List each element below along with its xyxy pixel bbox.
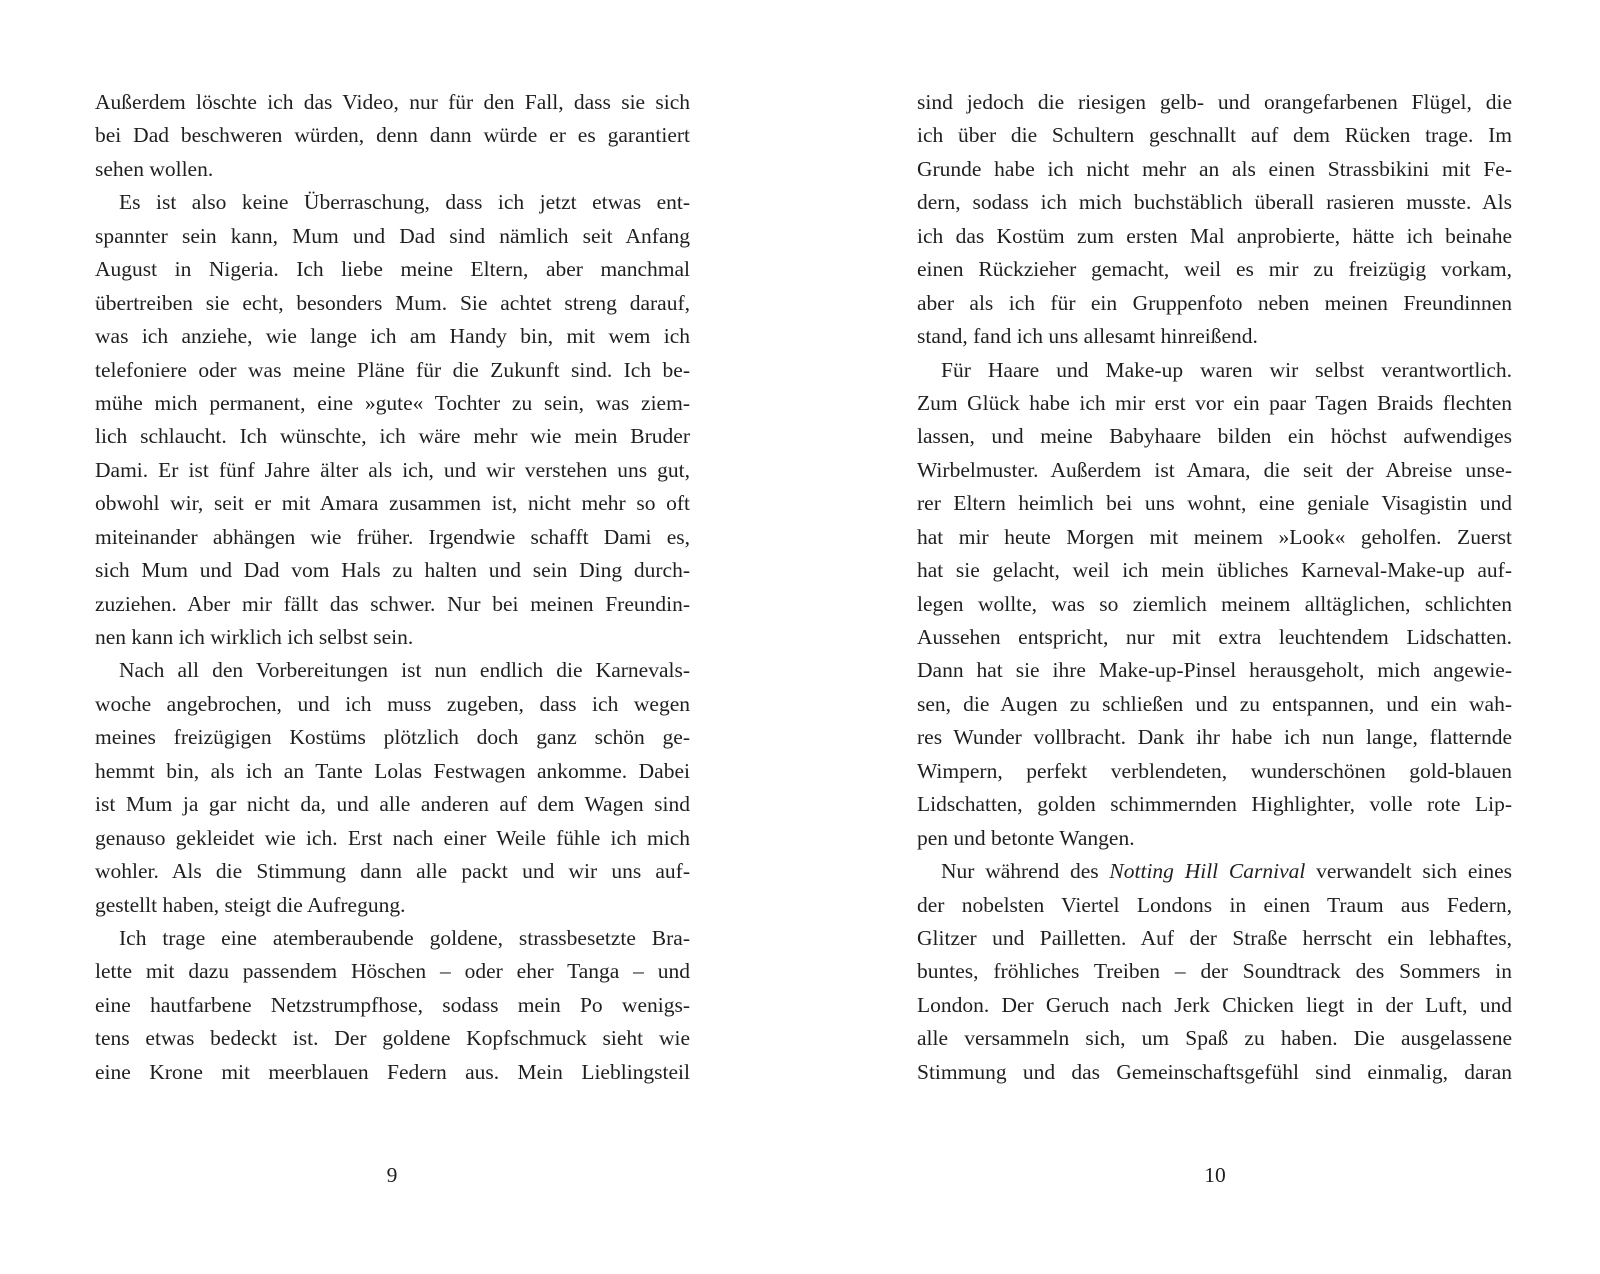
text-line: miteinander abhängen wie früher. Irgendwie schafft Dami es, [95, 524, 690, 549]
page-number-left: 9 [386, 1163, 398, 1187]
text-line: wohler. Als die Stimmung dann alle packt und wir uns auf- [95, 859, 690, 884]
text-line: tens etwas bedeckt ist. Der goldene Kopfschmuck sieht wie [95, 1026, 690, 1051]
text-line: Wimpern, perfekt verblendeten, wunderschönen gold-blauen [917, 758, 1512, 783]
text-line: hemmt bin, als ich an Tante Lolas Festwagen ankomme. Dabei [95, 758, 690, 783]
text-line: aber als ich für ein Gruppenfoto neben meinen Freundinnen [917, 290, 1512, 315]
text-line: einen Rückzieher gemacht, weil es mir zu freizügig vorkam, [917, 257, 1512, 282]
text-line: dern, sodass ich mich buchstäblich überall rasieren musste. Als [917, 190, 1512, 215]
text-line: telefoniere oder was meine Pläne für die Zukunft sind. Ich be- [95, 357, 690, 382]
page-number-right: 10 [1204, 1163, 1226, 1187]
text-line: gestellt haben, steigt die Aufregung. [95, 892, 406, 917]
right-page [917, 86, 1512, 1089]
text-line: Glitzer und Pailletten. Auf der Straße herrscht ein lebhaftes, [917, 925, 1512, 950]
text-line: meines freizügigen Kostüms plötzlich doch ganz schön ge- [95, 725, 690, 750]
text-line: hat sie gelacht, weil ich mein übliches Karneval-Make-up auf- [917, 558, 1512, 583]
text-line: London. Der Geruch nach Jerk Chicken liegt in der Luft, und [917, 992, 1512, 1017]
text-line: Nach all den Vorbereitungen ist nun endlich die Karnevals- [119, 658, 690, 683]
text-line: Dami. Er ist fünf Jahre älter als ich, und wir verstehen uns gut, [95, 457, 690, 482]
text-line: zuziehen. Aber mir fällt das schwer. Nur bei meinen Freundin- [95, 591, 690, 616]
text-line: rer Eltern heimlich bei uns wohnt, eine geniale Visagistin und [917, 491, 1512, 516]
text-line: hat mir heute Morgen mit meinem »Look« geholfen. Zuerst [917, 524, 1512, 549]
text-line: ich über die Schultern geschnallt auf dem Rücken trage. Im [917, 123, 1512, 148]
text-line: Ich trage eine atemberaubende goldene, strassbesetzte Bra- [119, 925, 690, 950]
text-line: lich schlaucht. Ich wünschte, ich wäre mehr wie mein Bruder [95, 424, 690, 449]
carnival-after: verwandelt sich eines [1305, 859, 1512, 884]
text-line: August in Nigeria. Ich liebe meine Eltern, aber manchmal [95, 257, 690, 282]
text-line: sich Mum und Dad vom Hals zu halten und sein Ding durch- [95, 558, 690, 583]
text-line: sen, die Augen zu schließen und zu entspannen, und ein wah- [917, 691, 1512, 716]
left-page [95, 86, 690, 1089]
text-line: lette mit dazu passendem Höschen – oder eher Tanga – und [95, 959, 690, 984]
text-line: obwohl wir, seit er mit Amara zusammen ist, nicht mehr so oft [95, 491, 690, 516]
text-line: sehen wollen. [95, 156, 214, 181]
text-line: woche angebrochen, und ich muss zugeben, dass ich wegen [95, 691, 690, 716]
text-line: eine hautfarbene Netzstrumpfhose, sodass mein Po wenigs- [95, 992, 690, 1017]
text-line: buntes, fröhliches Treiben – der Soundtrack des Sommers in [917, 959, 1512, 984]
text-line: mühe mich permanent, eine »gute« Tochter zu sein, was ziem- [95, 390, 690, 415]
text-line: eine Krone mit meerblauen Federn aus. Mein Lieblingsteil [95, 1059, 690, 1084]
text-line: der nobelsten Viertel Londons in einen Traum aus Federn, [917, 892, 1512, 917]
text-line: genauso gekleidet wie ich. Erst nach einer Weile fühle ich mich [95, 825, 690, 850]
text-line: res Wunder vollbracht. Dank ihr habe ich nun lange, flatternde [917, 725, 1512, 750]
text-line: Stimmung und das Gemeinschaftsgefühl sind einmalig, daran [917, 1059, 1512, 1084]
text-line: ist Mum ja gar nicht da, und alle anderen auf dem Wagen sind [95, 792, 690, 817]
text-line: alle versammeln sich, um Spaß zu haben. Die ausgelassene [917, 1026, 1512, 1051]
text-line: Lidschatten, golden schimmernden Highlighter, volle rote Lip- [917, 792, 1512, 817]
text-line: ich das Kostüm zum ersten Mal anprobierte, hätte ich beinahe [917, 223, 1512, 248]
carnival-italic: Notting Hill Carnival [1109, 859, 1306, 884]
carnival-before: Nur während des [941, 859, 1110, 884]
text-line: pen und betonte Wangen. [917, 825, 1135, 850]
text-line: was ich anziehe, wie lange ich am Handy bin, mit wem ich [95, 324, 690, 349]
text-line: Grunde habe ich nicht mehr an als einen Strassbikini mit Fe- [917, 156, 1512, 181]
text-line-carnival [917, 855, 1512, 888]
text-line: Zum Glück habe ich mir erst vor ein paar Tagen Braids flechten [917, 390, 1512, 415]
text-line: Wirbelmuster. Außerdem ist Amara, die seit der Abreise unse- [917, 457, 1512, 482]
text-line: Dann hat sie ihre Make-up-Pinsel herausgeholt, mich angewie- [917, 658, 1512, 683]
text-line: lassen, und meine Babyhaare bilden ein höchst aufwendiges [917, 424, 1512, 449]
text-line: spannter sein kann, Mum und Dad sind nämlich seit Anfang [95, 223, 690, 248]
text-line: Für Haare und Make-up waren wir selbst verantwortlich. [941, 357, 1512, 382]
text-line: Aussehen entspricht, nur mit extra leuchtendem Lidschatten. [917, 625, 1512, 649]
text-line: sind jedoch die riesigen gelb- und orangefarbenen Flügel, die [917, 90, 1512, 114]
text-line: legen wollte, was so ziemlich meinem alltäglichen, schlichten [917, 591, 1512, 616]
text-line: stand, fand ich uns allesamt hinreißend. [917, 324, 1258, 349]
text-line: übertreiben sie echt, besonders Mum. Sie achtet streng darauf, [95, 290, 690, 315]
text-line: Außerdem löschte ich das Video, nur für den Fall, dass sie sich [95, 90, 690, 114]
text-line: Es ist also keine Überraschung, dass ich jetzt etwas ent- [119, 190, 690, 215]
text-line: bei Dad beschweren würden, denn dann würde er es garantiert [95, 123, 690, 148]
text-line: nen kann ich wirklich ich selbst sein. [95, 625, 414, 649]
